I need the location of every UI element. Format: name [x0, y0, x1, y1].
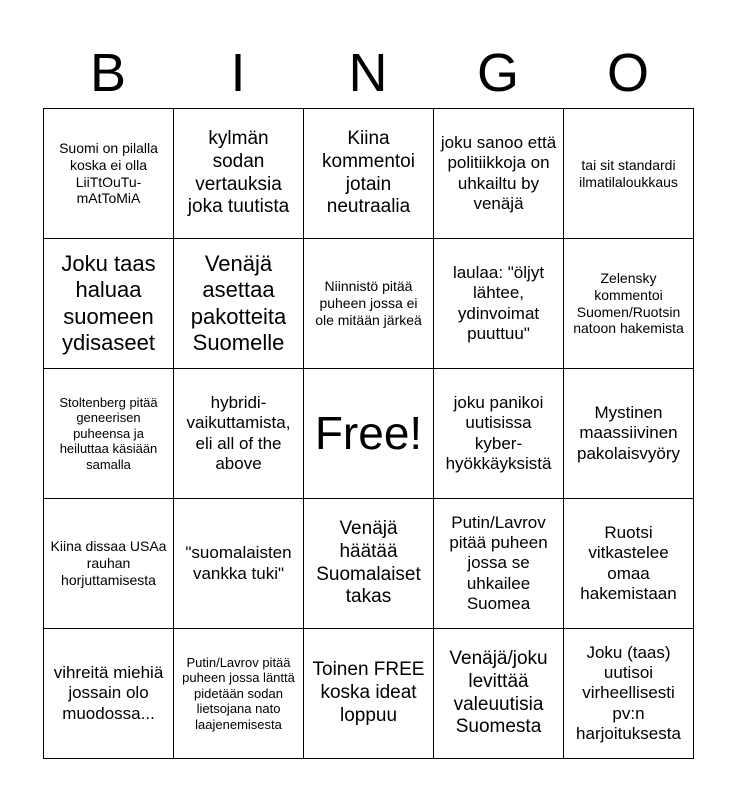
board-row	[44, 239, 694, 369]
bingo-cell[interactable]: laulaa: "öljyt lähtee, ydinvoimat puuttuu"	[434, 239, 564, 369]
board-row	[44, 499, 694, 629]
bingo-cell[interactable]: Joku taas haluaa suomeen ydisaseet	[44, 239, 174, 369]
bingo-cell[interactable]: Putin/Lavrov pitää puheen jossa se uhkailee Suomea	[434, 499, 564, 629]
board-row	[44, 109, 694, 239]
header-letter-i: I	[230, 43, 246, 103]
bingo-cell[interactable]: Stoltenberg pitää geneerisen puheensa ja heiluttaa käsiään samalla	[44, 369, 174, 499]
bingo-cell[interactable]: vihreitä miehiä jossain olo muodossa...	[44, 629, 174, 759]
header-letter-n: N	[348, 43, 388, 103]
bingo-cell[interactable]: Kiina dissaa USAa rauhan horjuttamisesta	[44, 499, 174, 629]
bingo-cell[interactable]: Kiina kommentoi jotain neutraalia	[304, 109, 434, 239]
bingo-cell[interactable]: Suomi on pilalla koska ei olla LiiTtOuTu-mAtToMiA	[44, 109, 174, 239]
header-letter-b: B	[89, 43, 127, 103]
bingo-cell[interactable]: Zelensky kommentoi Suomen/Ruotsin natoon hakemista	[564, 239, 694, 369]
bingo-cell[interactable]: Joku (taas) uutisoi virheellisesti pv:n harjoituksesta	[564, 629, 694, 759]
bingo-cell[interactable]: Putin/Lavrov pitää puheen jossa länttä pidetään sodan lietsojana nato laajenemisesta	[174, 629, 304, 759]
bingo-cell[interactable]: "suomalaisten vankka tuki"	[174, 499, 304, 629]
bingo-cell[interactable]: Niinnistö pitää puheen jossa ei ole mitään järkeä	[304, 239, 434, 369]
bingo-cell[interactable]: kylmän sodan vertauksia joka tuutista	[174, 109, 304, 239]
bingo-cell[interactable]: tai sit standardi ilmatilaloukkaus	[564, 109, 694, 239]
bingo-cell[interactable]: Toinen FREE koska ideat loppuu	[304, 629, 434, 759]
bingo-header	[43, 40, 693, 106]
bingo-cell[interactable]: Ruotsi vitkastelee omaa hakemistaan	[564, 499, 694, 629]
bingo-board	[43, 108, 694, 759]
board-row	[44, 629, 694, 759]
header-letter-o: O	[606, 43, 649, 103]
bingo-cell[interactable]: Venäjä häätää Suomalaiset takas	[304, 499, 434, 629]
bingo-cell[interactable]: Mystinen maassiivinen pakolaisvyöry	[564, 369, 694, 499]
header-letter-g: G	[476, 43, 519, 103]
free-cell[interactable]: Free!	[304, 369, 434, 499]
bingo-cell[interactable]: Venäjä/joku levittää valeuutisia Suomesta	[434, 629, 564, 759]
bingo-cell[interactable]: Venäjä asettaa pakotteita Suomelle	[174, 239, 304, 369]
board-row	[44, 369, 694, 499]
bingo-cell[interactable]: joku sanoo että politiikkoja on uhkailtu by venäjä	[434, 109, 564, 239]
bingo-cell[interactable]: joku panikoi uutisissa kyber-hyökkäyksistä	[434, 369, 564, 499]
bingo-cell[interactable]: hybridi-vaikuttamista, eli all of the above	[174, 369, 304, 499]
